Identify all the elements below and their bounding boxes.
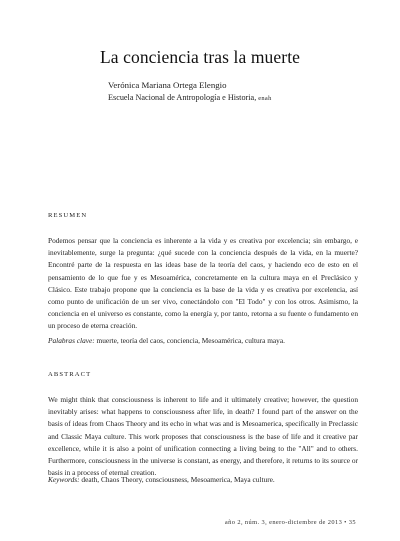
resumen-keywords [48, 335, 358, 347]
article-title: La conciencia tras la muerte [99, 47, 301, 67]
abstract-heading: ABSTRACT [48, 371, 92, 378]
abstract-text: We might think that consciousness is inherent to life and it ultimately creative; however, the question inevitably arises: what happens to consciousness after life, in death? I found part of the answer on the basis of ideas from Chaos Theory and its echo in what was and is Mesoamerica, specifically in Preclassic and Classic Maya culture. This work proposes that consciousness is the base of life and it creative par excellence, while it is also a point of unification connecting a living being to the "All" and to others. Furthermore, consciousness in the universe is constant, as energy, and therefore, it returns to its source or basis in a process of eternal creation. [48, 395, 358, 478]
resumen-text: Podemos pensar que la conciencia es inherente a la vida y es creativa por excelencia; sin embargo, e inevitablemente, surge la pregunta: ¿qué sucede con la conciencia después de la vida, en la muerte? Encontré parte de la respuesta en las ideas base de la teoría del caos, y haciendo eco de esto en el pensamiento de lo que fue y es Mesoamérica, concretamente en la cultura maya en el Preclásico y Clásico. Este trabajo propone que la conciencia es la base de la vida y es creativa por excelencia, así como punto de unificación de un ser vivo, conectándolo con "El Todo" y con los otros. Asimismo, la conciencia en el universo es constante, como la energía y, por tanto, retorna a su fuente o fundamento en un proceso de eterna creación. [48, 236, 358, 331]
resumen-keywords-list: muerte, teoría del caos, conciencia, Mesoamérica, cultura maya. [96, 336, 285, 345]
resumen-keywords-label: Palabras clave: [48, 336, 95, 345]
abstract-keywords-list: death, Chaos Theory, consciousness, Mesoamerica, Maya culture. [81, 475, 275, 484]
abstract-keywords [48, 474, 358, 486]
resumen-heading: RESUMEN [48, 212, 88, 219]
abstract-keywords-label: Keywords: [48, 475, 80, 484]
author-affiliation [108, 93, 272, 102]
affiliation-abbreviation: enah [258, 95, 272, 102]
author-name: Verónica Mariana Ortega Elengio [108, 80, 227, 90]
page-footer-citation: año 2, núm. 3, enero-diciembre de 2013 • 35 [224, 519, 356, 526]
affiliation-name: Escuela Nacional de Antropología e Historia, [108, 93, 257, 102]
